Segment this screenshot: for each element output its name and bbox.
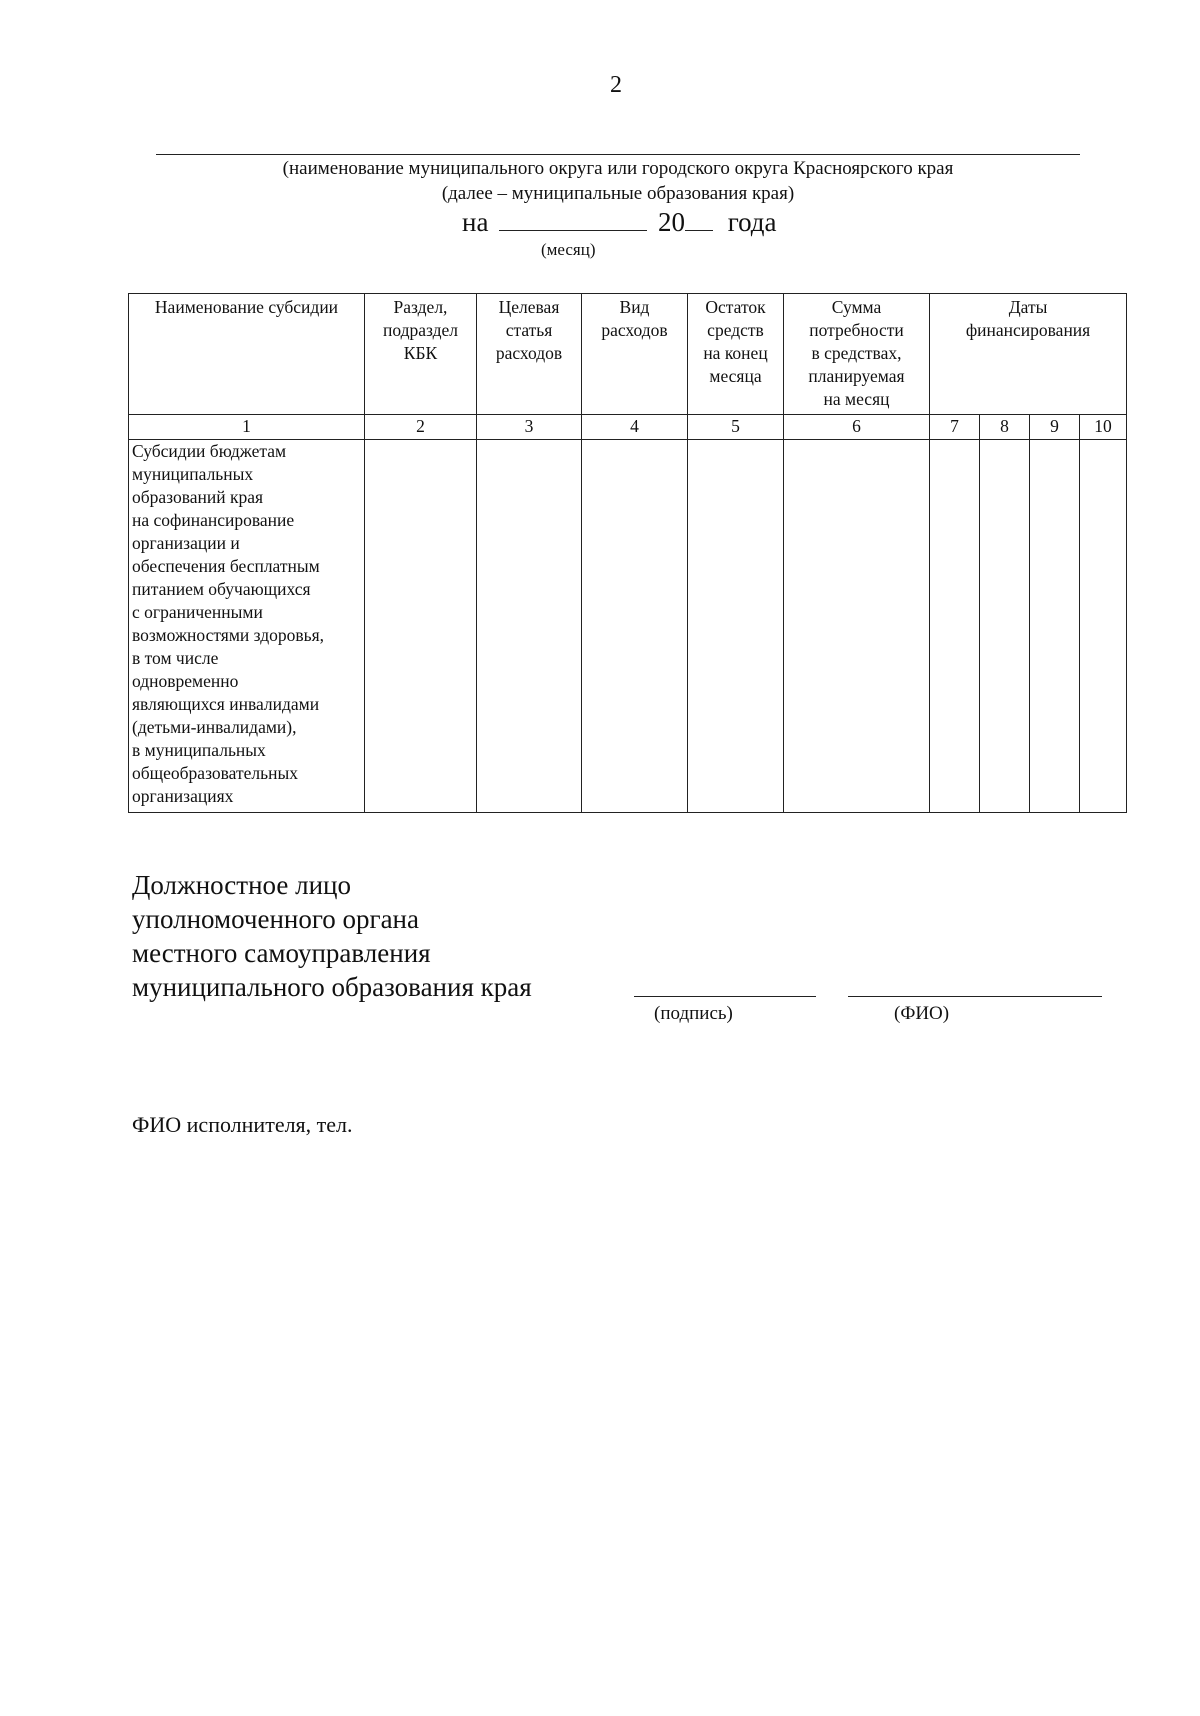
full-name-line	[848, 996, 1102, 997]
subsidy-name-line: являющихся инвалидами	[132, 694, 320, 714]
header-expense-type	[582, 294, 688, 415]
header-line: на месяц	[823, 389, 890, 409]
header-line: Сумма	[831, 297, 882, 317]
official-title-line: муниципального образования края	[132, 972, 532, 1002]
page-number: 2	[610, 72, 622, 98]
subsidy-name-line: образований края	[132, 487, 264, 507]
header-line: планируемая	[808, 366, 905, 386]
header-line: подраздел	[382, 320, 459, 340]
header-target-article	[477, 294, 582, 415]
executor-contact: ФИО исполнителя, тел.	[132, 1112, 353, 1137]
header-line: на конец	[703, 343, 768, 363]
month-blank	[499, 210, 647, 231]
subsidy-table	[128, 293, 1127, 813]
header-line: Даты	[1008, 297, 1048, 317]
header-line: Целевая	[498, 297, 560, 317]
subsidy-name-line: обеспечения бесплатным	[132, 556, 320, 576]
column-number: 5	[688, 415, 784, 440]
subsidy-name-line: организации и	[132, 533, 240, 553]
subsidy-name-line: организациях	[132, 786, 234, 806]
header-balance	[688, 294, 784, 415]
column-number: 9	[1030, 415, 1080, 440]
signature-line	[634, 996, 816, 997]
header-kbk	[365, 294, 477, 415]
official-title-block	[132, 868, 532, 1004]
official-title-line: Должностное лицо	[132, 870, 351, 900]
subsidy-name-line: общеобразовательных	[132, 763, 298, 783]
header-line: расходов	[601, 320, 668, 340]
target-article-cell	[477, 440, 582, 813]
period-suffix: года	[727, 207, 777, 237]
column-number: 8	[980, 415, 1030, 440]
balance-cell	[688, 440, 784, 813]
header-financing-dates	[930, 294, 1127, 415]
header-line: расходов	[495, 343, 563, 363]
subsidy-name-line: муниципальных	[132, 464, 254, 484]
official-title-line: уполномоченного органа	[132, 904, 419, 934]
financing-date-cell	[1030, 440, 1080, 813]
month-caption: (месяц)	[541, 240, 596, 259]
header-line: месяца	[709, 366, 762, 386]
kbk-cell	[365, 440, 477, 813]
header-subsidy-name	[129, 294, 365, 415]
table-row	[129, 440, 1127, 813]
subsidy-name-line: Субсидии бюджетам	[132, 441, 287, 461]
header-line: КБК	[403, 343, 438, 363]
institution-caption: (наименование муниципального округа или городского округа Красноярского края	[282, 158, 954, 179]
subsidy-name-line: в том числе	[132, 648, 219, 668]
header-line: финансирования	[965, 320, 1091, 340]
subsidy-name-line: в муниципальных	[132, 740, 266, 760]
subsidy-name-line: с ограниченными	[132, 602, 263, 622]
official-title-line: местного самоуправления	[132, 938, 431, 968]
header-line: статья	[505, 320, 553, 340]
column-number: 10	[1080, 415, 1127, 440]
financing-date-cell	[980, 440, 1030, 813]
header-line: потребности	[809, 320, 904, 340]
expense-type-cell	[582, 440, 688, 813]
subsidy-name-line: (детьми-инвалидами),	[132, 717, 297, 737]
header-line: Остаток	[705, 297, 766, 317]
institution-caption-note: (далее – муниципальные образования края)	[441, 183, 795, 204]
header-required-amount	[784, 294, 930, 415]
header-line: Вид	[619, 297, 650, 317]
subsidy-name-cell	[129, 440, 365, 813]
column-number: 4	[582, 415, 688, 440]
financing-date-cell	[1080, 440, 1127, 813]
header-line: Раздел,	[393, 297, 448, 317]
subsidy-name-line: одновременно	[132, 671, 239, 691]
column-number: 6	[784, 415, 930, 440]
year-blank	[685, 210, 713, 231]
institution-name-line	[156, 154, 1080, 155]
signature-caption: (подпись)	[654, 1003, 733, 1024]
subsidy-name-line: питанием обучающихся	[132, 579, 311, 599]
column-number-row	[129, 415, 1127, 440]
period-line	[462, 207, 777, 238]
header-subsidy-name-text: Наименование субсидии	[154, 297, 339, 317]
header-line: в средствах,	[811, 343, 902, 363]
header-line: средств	[707, 320, 764, 340]
table-header-row	[129, 294, 1127, 415]
column-number: 1	[129, 415, 365, 440]
subsidy-name-line: возможностями здоровья,	[132, 625, 325, 645]
subsidy-name-line: на софинансирование	[132, 510, 295, 530]
financing-date-cell	[930, 440, 980, 813]
full-name-caption: (ФИО)	[894, 1003, 950, 1024]
column-number: 3	[477, 415, 582, 440]
required-amount-cell	[784, 440, 930, 813]
period-year: 20	[657, 207, 685, 237]
period-prefix: на	[462, 207, 489, 237]
column-number: 2	[365, 415, 477, 440]
column-number: 7	[930, 415, 980, 440]
